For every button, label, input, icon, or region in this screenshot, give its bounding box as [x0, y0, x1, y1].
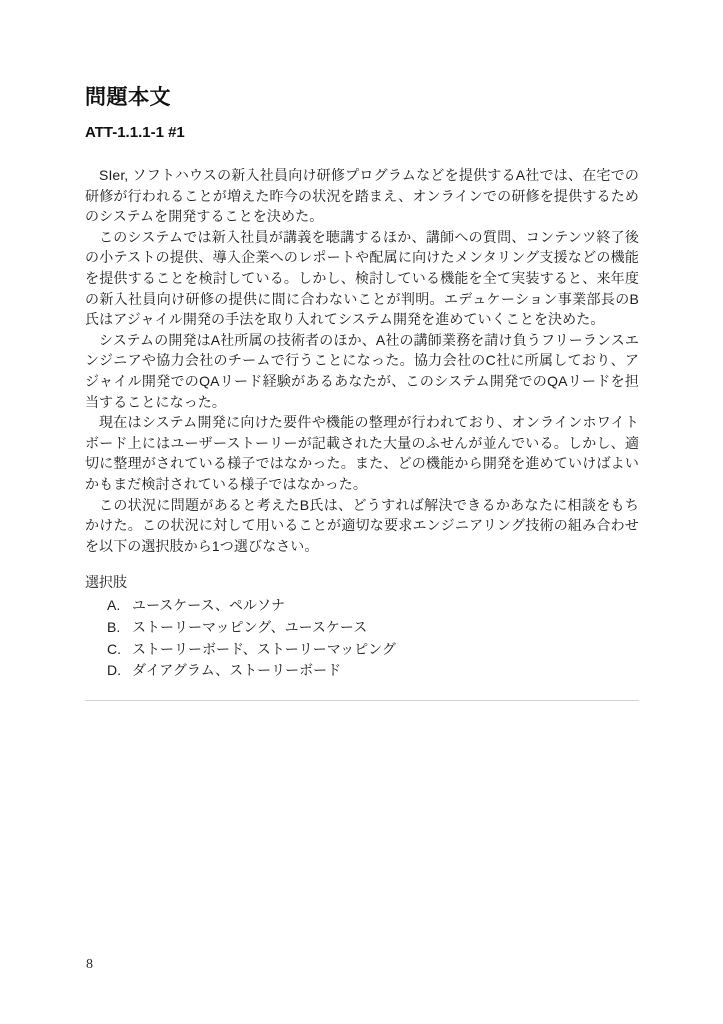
- question-content: [85, 87, 639, 701]
- choice-option-b: [85, 617, 639, 639]
- section-divider: [85, 700, 639, 701]
- choice-text: ユースケース、ペルソナ: [132, 597, 286, 614]
- choice-marker: D.: [107, 662, 121, 679]
- body-paragraph: システムの開発はA社所属の技術者のほか、A社の講師業務を請け負うフリーランスエンジニアや協力会社のチームで行うことになった。協力会社のC社に所属しており、アジャイル開発でのQAリード経験があるあなたが、このシステム開発でのQAリードを担当することになった。: [85, 331, 639, 410]
- page-title: 問題本文: [85, 86, 171, 109]
- question-body: [85, 165, 639, 556]
- body-paragraph: 現在はシステム開発に向けた要件や機能の整理が行われており、オンラインホワイトボード上にはユーザーストーリーが記載された大量のふせんが並んでいる。しかし、適切に整理がされている様子ではなかった。また、どの機能から開発を進めていけばよいかもまだ検討されている様子ではなかった。: [85, 414, 639, 492]
- body-paragraph: この状況に問題があると考えたB氏は、どうすれば解決できるかあなたに相談をもちかけた。この状況に対して用いることが適切な要求エンジニアリング技術の組み合わせを以下の選択肢から1つ選びなさい。: [85, 496, 639, 554]
- choice-option-a: [85, 595, 639, 617]
- body-paragraph: SIer, ソフトハウスの新入社員向け研修プログラムなどを提供するA社では、在宅での研修が行われることが増えた昨今の状況を踏まえ、オンラインでの研修を提供するためのシステムを開発することを決めた。: [85, 167, 639, 225]
- choice-marker: C.: [107, 640, 121, 657]
- body-paragraph: このシステムでは新入社員が講義を聴講するほか、講師への質問、コンテンツ終了後の小テストの提供、導入企業へのレポートや配属に向けたメンタリング支援などの機能を提供することを検討している。しかし、検討している機能を全て実装すると、来年度の新入社員向け研修の提供に間に合わないことが判明。エデュケーション事業部長のB氏はアジャイル開発の手法を取り入れてシステム開発を進めていくことを決めた。: [85, 228, 639, 328]
- choice-marker: A.: [107, 597, 121, 614]
- page-number: 8: [86, 957, 93, 972]
- choice-marker: B.: [107, 618, 121, 635]
- question-id: ATT-1.1.1-1 #1: [85, 124, 185, 141]
- choices-section: [85, 572, 639, 682]
- choice-list: [85, 595, 639, 682]
- choice-text: ストーリーマッピング、ユースケース: [132, 618, 368, 635]
- choice-option-d: [85, 660, 639, 682]
- choice-text: ストーリーボード、ストーリーマッピング: [132, 640, 396, 657]
- choice-text: ダイアグラム、ストーリーボード: [132, 662, 342, 679]
- choices-label: 選択肢: [85, 574, 127, 591]
- choice-option-c: [85, 639, 639, 661]
